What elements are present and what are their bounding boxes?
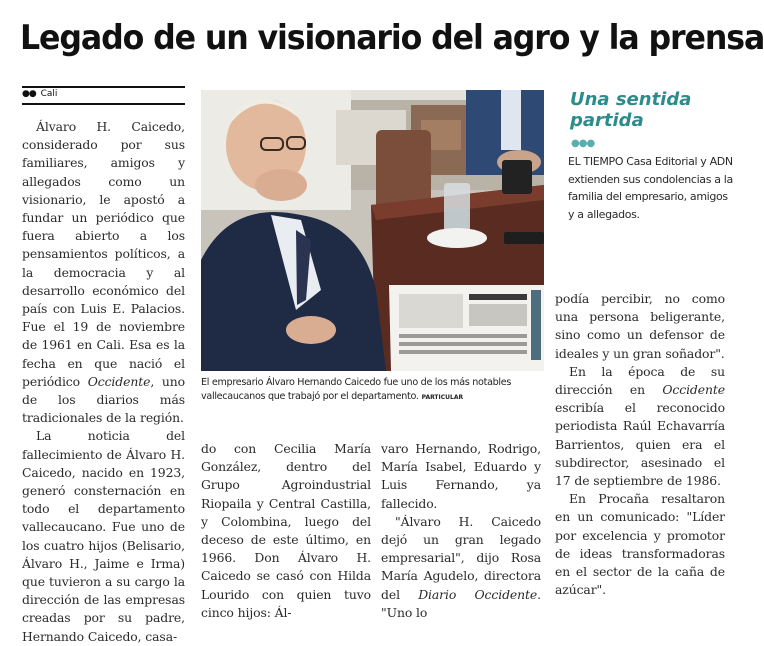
dateline — [22, 89, 57, 99]
article-paragraph: En la época de su dirección en Occidente escribía el reconocido periodista Raúl Echavarría Barrientos, quien era el subdirector, asesinado el 17 de septiembre de 1986. — [555, 363, 725, 489]
article-paragraph: "Álvaro H. Caicedo dejó un gran legado empresarial", dijo Rosa María Agudelo, directora del Diario Occidente. "Uno lo — [381, 513, 541, 620]
article-column-4 — [555, 290, 725, 599]
newspaper-name: Diario Occidente — [418, 586, 538, 602]
photo-credit: PARTICULAR — [421, 394, 464, 401]
caption-text: El empresario Álvaro Hernando Caicedo fue uno de los más notables vallecaucanos que trabajó por el departamento. — [201, 377, 512, 402]
sidebar-title: Una sentida partida — [570, 89, 692, 131]
dateline-bullet-icon: ●● — [22, 89, 36, 99]
sidebar-body: EL TIEMPO Casa Editorial y ADN extienden sus condolencias a la familia del empresario, amigos y a allegados. — [568, 155, 733, 221]
article-paragraph: Álvaro H. Caicedo, considerado por sus familiares, amigos y allegados como un visionario, le apostó a fundar un periódico que fuera abierto a los pensamientos políticos, a la democracia y al desarrollo económico del país con Luis E. Palacios. Fue el 19 de noviembre de 1961 en Cali. Esa es la fecha en que nació el periódico Occidente, uno de los diarios más tradicionales de la región. — [22, 119, 185, 426]
article-photo — [201, 90, 544, 371]
photo-illustration — [201, 90, 544, 371]
photo-caption — [201, 376, 544, 405]
headline: Legado de un visionario del agro y la prensa — [20, 18, 764, 58]
newspaper-name: Occidente — [87, 373, 151, 389]
dateline-rule-top — [22, 86, 185, 88]
sidebar-dots-icon: ●●● — [571, 138, 595, 149]
article-paragraph: En Procaña resaltaron en un comunicado: "Líder por excelencia y promotor de ideas transformadoras en el sector de la caña de azúcar". — [555, 491, 725, 598]
article-paragraph: do con Cecilia María González, dentro del Grupo Agroindustrial Riopaila y Central Castilla, y Colombina, luego del deceso de este último, en 1966. Don Álvaro H. Caicedo se casó con Hilda Lourido con quien tuvo cinco hijos: Ál- — [201, 441, 371, 620]
article-column-1 — [22, 118, 185, 646]
article-column-3 — [381, 440, 541, 622]
dateline-rule-bottom — [22, 103, 185, 105]
article-paragraph: varo Hernando, Rodrigo, María Isabel, Eduardo y Luis Fernando, ya fallecido. — [381, 441, 541, 511]
article-column-2 — [201, 440, 371, 622]
article-paragraph: La noticia del fallecimiento de Álvaro H. Caicedo, nacido en 1923, generó consternación en todo el departamento vallecaucano. Fue uno de los cuatro hijos (Belisario, Álvaro H., Jaime e Irma) que tuvieron a su cargo la dirección de las empresas creadas por su padre, Hernando Caicedo, casa- — [22, 428, 185, 644]
newspaper-name: Occidente — [662, 382, 725, 398]
dateline-city: Cali — [40, 89, 58, 99]
article-paragraph: podía percibir, no como una persona beligerante, sino como un defensor de ideales y un gran soñador". — [555, 291, 725, 361]
